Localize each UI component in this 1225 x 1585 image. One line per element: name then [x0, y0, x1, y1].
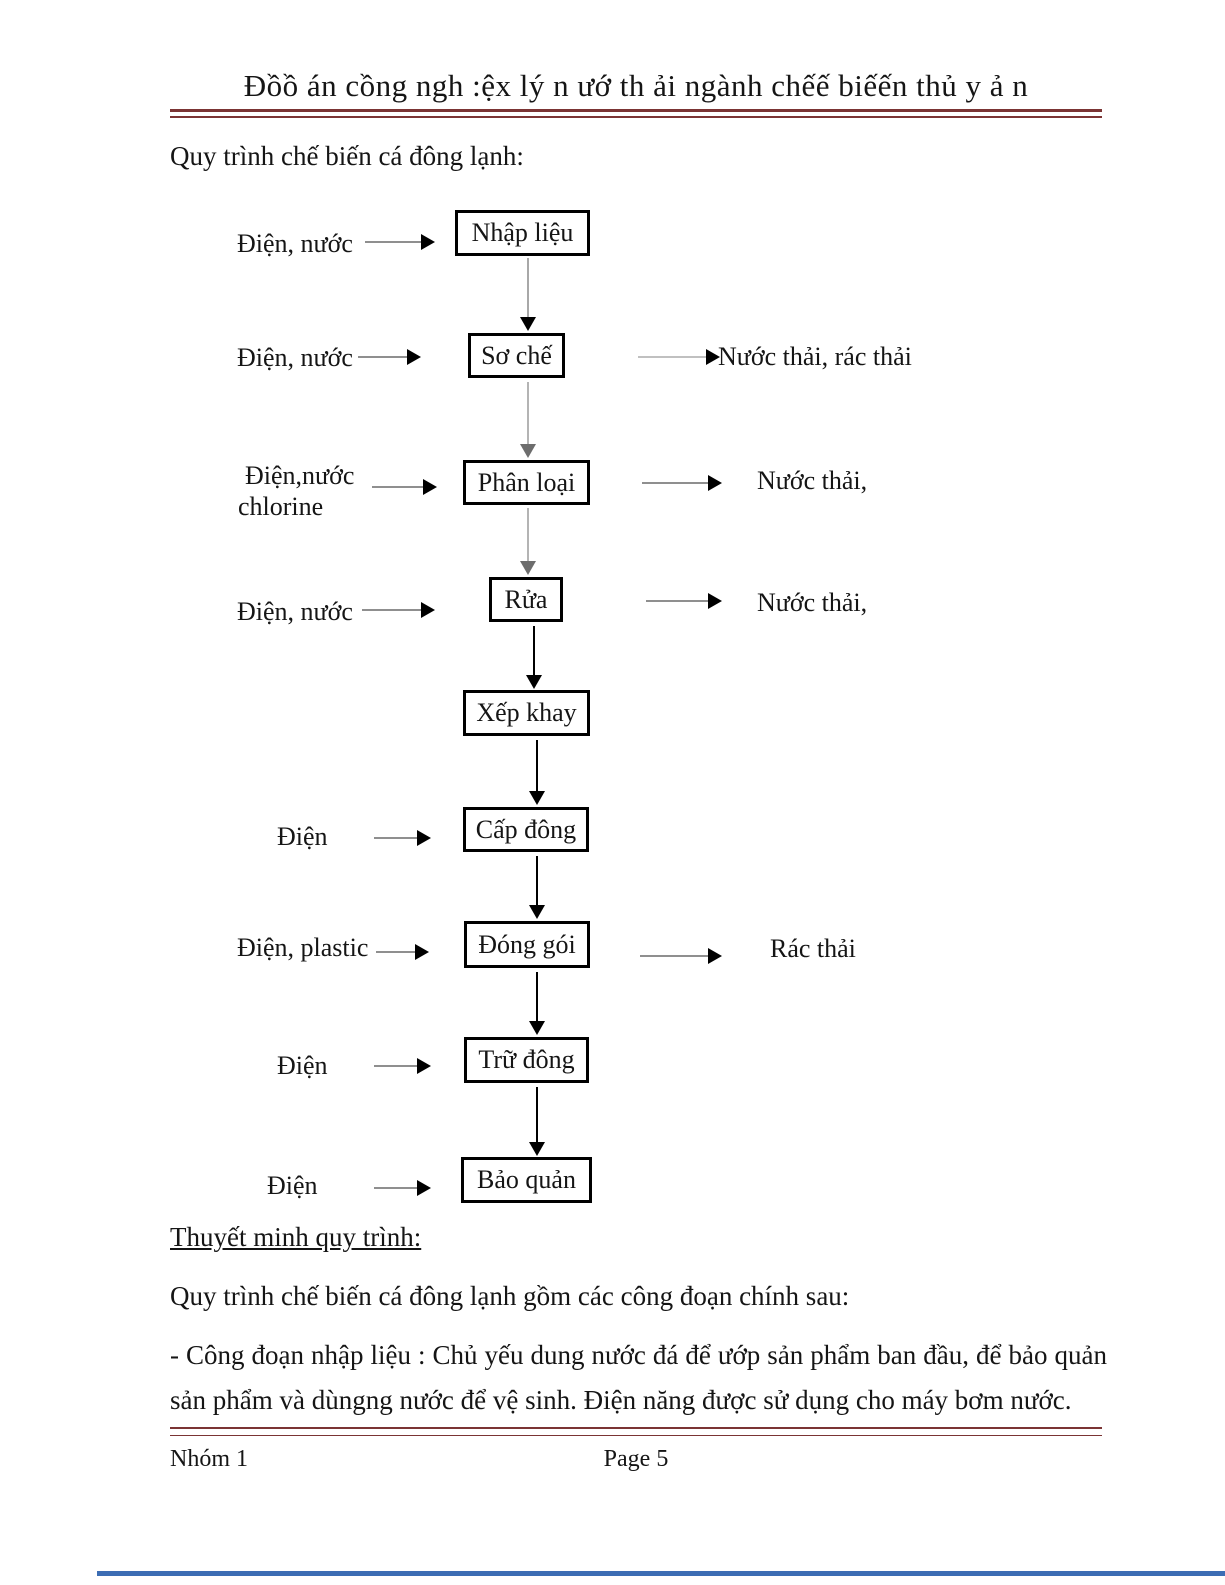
- flow-output-label-2: Nước thải,: [757, 466, 868, 495]
- arrow-right-output-1-icon: [638, 349, 720, 365]
- arrow-right-input-7-icon: [374, 1058, 432, 1074]
- flow-input-label-2: Điện, nước: [237, 343, 353, 372]
- arrow-right-output-4-icon: [640, 948, 722, 964]
- arrow-down-5-icon: [528, 740, 546, 808]
- bottom-accent-bar: [97, 1571, 1225, 1576]
- flow-input-label-4: Điện, nước: [237, 597, 353, 626]
- paragraph-2: - Công đoạn nhập liệu : Chủ yếu dung nước đá để ướp sản phẩm ban đầu, để bảo quản sản phẩm và dùngng nước để vệ sinh. Điện năng được sử dụng cho máy bơm nước.: [170, 1340, 1107, 1415]
- footer-group-label: Nhóm 1: [170, 1446, 248, 1472]
- flow-input-label-3b: chlorine: [238, 492, 324, 521]
- arrow-down-4-icon: [525, 626, 543, 692]
- flow-output-label-3: Nước thải,: [757, 588, 868, 617]
- arrow-right-input-3-icon: [372, 479, 438, 495]
- flow-input-label-7: Điện: [277, 1051, 328, 1080]
- footer-rule: [170, 1427, 1102, 1436]
- flow-output-label-4: Rác thải: [770, 934, 856, 963]
- flow-input-label-6: Điện, plastic: [237, 933, 369, 962]
- arrow-right-input-4-icon: [362, 602, 436, 618]
- flow-node-phan-loai: Phân loại: [463, 460, 590, 505]
- arrow-down-2-icon: [519, 382, 537, 460]
- arrow-down-7-icon: [528, 972, 546, 1038]
- flow-input-label-3a: Điện,nước: [245, 461, 355, 490]
- flow-node-dong-goi: Đóng gói: [464, 921, 590, 968]
- paragraph-1: Quy trình chế biến cá đông lạnh gồm các công đoạn chính sau:: [170, 1281, 850, 1311]
- arrow-right-output-2-icon: [642, 475, 722, 491]
- flow-node-rua: Rửa: [489, 577, 563, 622]
- flow-node-bao-quan: Bảo quản: [461, 1157, 592, 1203]
- flow-node-nhap-lieu: Nhập liệu: [455, 210, 590, 256]
- arrow-down-8-icon: [528, 1087, 546, 1159]
- flow-node-tru-dong: Trữ đông: [464, 1037, 589, 1083]
- arrow-right-input-5-icon: [374, 830, 432, 846]
- header-rule: [170, 109, 1102, 118]
- arrow-right-input-8-icon: [374, 1180, 432, 1196]
- arrow-right-output-3-icon: [646, 593, 722, 609]
- flow-node-cap-dong: Cấp đông: [463, 807, 589, 852]
- flow-input-label-8: Điện: [267, 1171, 318, 1200]
- arrow-down-6-icon: [528, 856, 546, 922]
- flow-input-label-5: Điện: [277, 822, 328, 851]
- flow-output-label-1: Nước thải, rác thải: [718, 342, 912, 371]
- flow-input-label-1: Điện, nước: [237, 229, 353, 258]
- arrow-right-input-1-icon: [365, 234, 437, 250]
- section-heading: Thuyết minh quy trình:: [170, 1222, 422, 1252]
- flow-node-xep-khay: Xếp khay: [463, 690, 590, 736]
- arrow-down-1-icon: [519, 258, 537, 334]
- page-header-title: Đồồ án cồng ngh :ệx lý n ướ th ải ngành chếế biếến thủ y ả n: [243, 68, 1029, 103]
- intro-text: Quy trình chế biến cá đông lạnh:: [170, 141, 524, 171]
- arrow-right-input-2-icon: [358, 349, 422, 365]
- arrow-down-3-icon: [519, 508, 537, 578]
- arrow-right-input-6-icon: [376, 944, 430, 960]
- flow-node-so-che: Sơ chế: [468, 333, 565, 378]
- footer-page-number: Page 5: [603, 1446, 669, 1472]
